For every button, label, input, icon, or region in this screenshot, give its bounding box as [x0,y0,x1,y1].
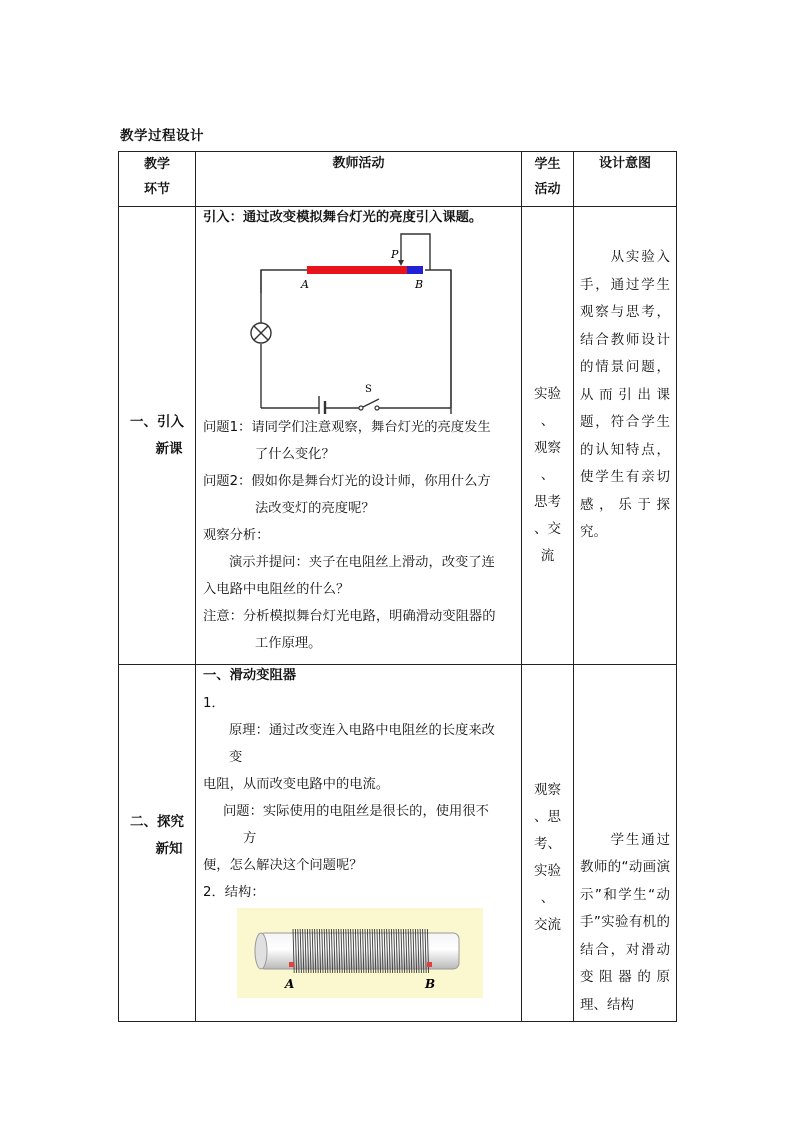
student-intro-line: 思考 [534,494,561,510]
battery-icon [319,396,359,414]
circuit-wires [261,234,451,408]
student-intro-line: 、交 [534,521,561,537]
student-explore-line: 实验 [534,863,561,879]
header-stage-line2: 环节 [143,182,170,197]
analysis-title: 观察分析： [203,528,270,543]
demo-line2: 入电路中电阻丝的什么？ [203,582,350,597]
student-explore-line: 交流 [534,917,561,933]
student-intro-line: 、 [540,467,555,483]
label-p: P [391,248,399,261]
lesson-plan-table [118,151,677,1022]
note-line1: 注意：分析模拟舞台灯光电路，明确滑动变阻器的 [203,609,496,624]
question-1-line2: 了什么变化？ [255,447,335,462]
student-explore-line: 、 [540,890,555,906]
student-activity-explore [522,665,574,1022]
principle-line2: 变 [229,750,243,765]
student-intro-line: 观察 [534,440,561,456]
terminal-a [289,962,294,967]
note-line2: 工作原理。 [255,636,322,651]
question-line1: 问题：实际使用的电阻丝是很长的，使用很不 [223,804,489,819]
header-intent: 设计意图 [574,152,677,207]
stage-intro-line2: 新课 [155,440,183,457]
student-activity-intro [522,207,574,665]
stage-intro-line1: 一、引入 [130,413,184,430]
item-2-structure: 2．结构： [203,885,265,900]
question-2-line1: 问题2：假如你是舞台灯光的设计师，你用什么方 [203,474,491,489]
coil-label-b: B [425,977,436,991]
principle-line1: 原理：通过改变连入电路中电阻丝的长度来改 [229,723,495,738]
page-heading: 教学过程设计 [120,128,204,144]
header-stage-line1: 教学 [143,157,170,172]
header-student [522,152,574,207]
intro-title: 引入：通过改变模拟舞台灯光的亮度引入课题。 [203,210,483,225]
table-row-intro [119,207,677,665]
stage-explore [119,665,196,1022]
section-title: 一、滑动变阻器 [203,668,297,683]
slider-arrow [398,260,404,266]
lamp-icon [251,323,271,343]
circuit-diagram [203,228,521,414]
label-a: A [301,278,309,291]
student-intro-line: 、 [540,413,555,429]
header-student-line2: 活动 [534,182,561,197]
stage-explore-line1: 二、探究 [130,813,184,830]
student-explore-line: 、思 [534,809,561,825]
coil-label-a: A [285,977,295,991]
design-intent-explore [574,665,677,1022]
student-intro-line: 流 [540,548,555,564]
question-2-line2: 法改变灯的亮度呢？ [255,501,375,516]
stage-intro [119,207,196,665]
teacher-activity-explore [196,665,522,1022]
stage-explore-line2: 新知 [155,840,183,857]
question-1-line1: 问题1：请同学们注意观察，舞台灯光的亮度发生 [203,420,491,435]
header-row [119,152,677,207]
student-intro-line: 实验 [534,386,561,402]
header-stage [119,152,196,207]
student-explore-line: 观察 [534,782,561,798]
demo-line1: 演示并提问：夹子在电阻丝上滑动，改变了连 [229,555,495,570]
header-teacher: 教师活动 [196,152,522,207]
switch-icon [359,399,379,410]
resistance-wire-blue [407,266,423,274]
resistance-wire-red [307,266,407,274]
header-student-line1: 学生 [534,157,561,172]
question-line2: 方 [243,831,257,846]
design-intent-intro [574,207,677,665]
principle-line3: 电阻，从而改变电路中的电流。 [203,777,390,792]
item-1-number: 1． [203,696,225,711]
label-s: S [365,384,372,395]
label-b: B [415,278,424,291]
rheostat-coil-image [237,908,487,1000]
table-row-explore [119,665,677,1022]
question-line3: 便，怎么解决这个问题呢？ [203,858,363,873]
terminal-b [427,962,432,967]
design-intent-intro-text: 从实验入手，通过学生观察与思考，结合教师设计的情景问题，从而引出课题，符合学生的认知特点，使学生有亲切感，乐于探究。 [580,249,670,541]
student-explore-line: 考、 [534,836,561,852]
teacher-activity-intro [196,207,522,665]
design-intent-explore-text: 学生通过教师的“动画演示”和学生“动手”实验有机的结合，对滑动变阻器的原理、结构 [580,831,670,1013]
